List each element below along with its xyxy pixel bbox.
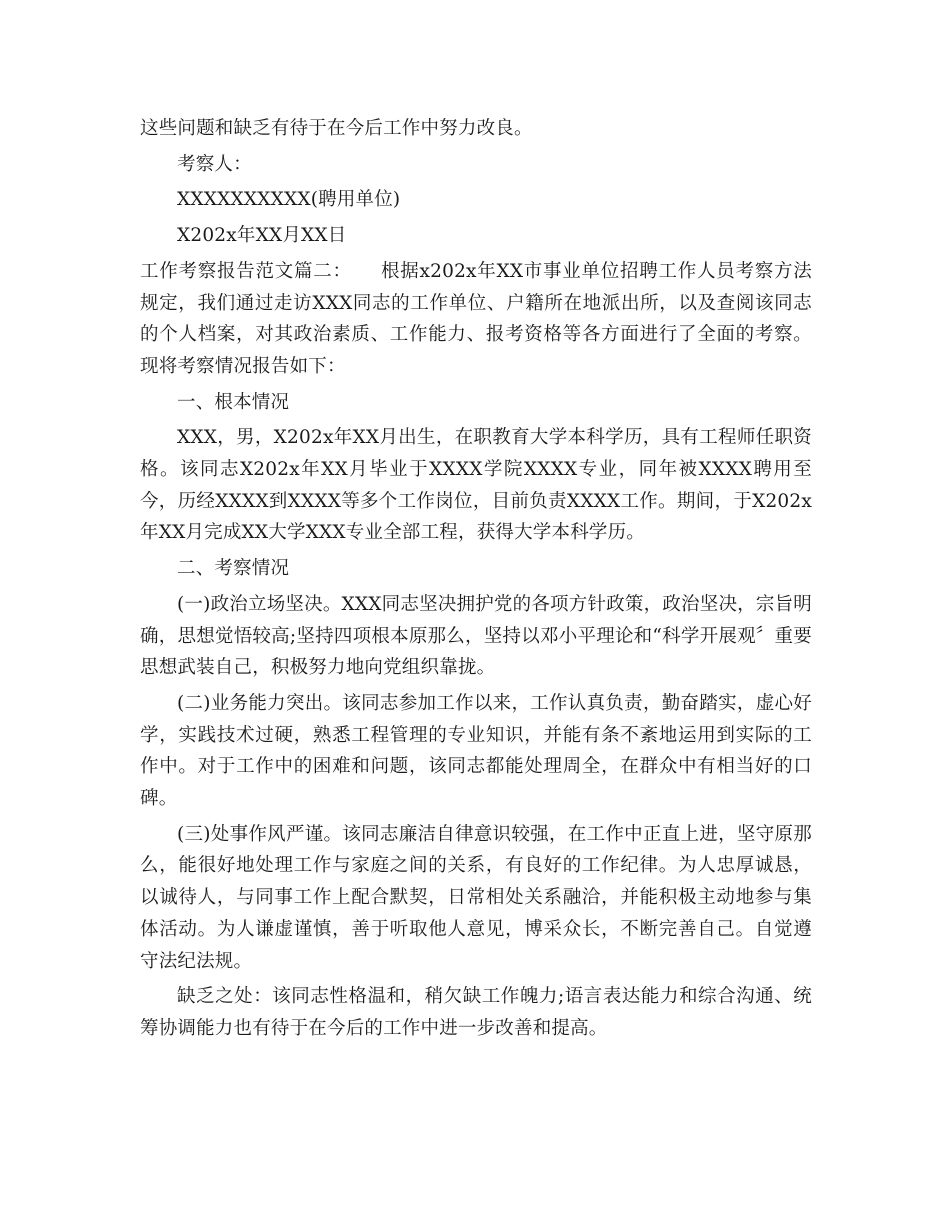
paragraph-work-style: (三)处事作风严谨。该同志廉洁自律意识较强，在工作中正直上进，坚守原那么，能很好地处理工作与家庭之间的关系，有良好的工作纪律。为人忠厚诚恳，以诚待人，与同事工作上配合默契，日常相处关系融洽，并能积极主动地参与集体活动。为人谦虚谨慎，善于听取他人意见，博采众长，不断完善自己。自觉遵守法纪法规。 bbox=[140, 823, 812, 972]
paragraph-employer: XXXXXXXXXX(聘用单位) bbox=[177, 189, 401, 211]
paragraph-date: X202x年XX月XX日 bbox=[177, 225, 347, 247]
section-heading-basic: 一、根本情况 bbox=[177, 391, 290, 413]
paragraph-closing-remark: 这些问题和缺乏有待于在今后工作中努力改良。 bbox=[140, 118, 533, 139]
paragraph-business-ability: (二)业务能力突出。该同志参加工作以来，工作认真负责，勤奋踏实，虚心好学，实践技术过硬，熟悉工程管理的专业知识，并能有条不紊地运用到实际的工作中。对于工作中的困难和问题，该同志都能处理周全，在群众中有相当好的口碑。 bbox=[140, 692, 812, 810]
document-body bbox=[140, 113, 812, 1045]
paragraph-report-intro: 工作考察报告范文篇二： 根据x202x年XX市事业单位招聘工作人员考察方法规定，我们通过走访XXX同志的工作单位、户籍所在地派出所，以及查阅该同志的个人档案，对其政治素质、工作能力、报考资格等各方面进行了全面的考察。现将考察情况报告如下： bbox=[140, 260, 812, 377]
paragraph-shortcomings: 缺乏之处：该同志性格温和，稍欠缺工作魄力;语言表达能力和综合沟通、统筹协调能力也有待于在今后的工作中进一步改善和提高。 bbox=[140, 986, 812, 1039]
paragraph-inspector-label: 考察人： bbox=[177, 153, 252, 175]
section-heading-inspection: 二、考察情况 bbox=[177, 558, 290, 580]
paragraph-basic-info: XXX，男，X202x年XX月出生，在职教育大学本科学历，具有工程师任职资格。该同志X202x年XX月毕业于XXXX学院XXXX专业，同年被XXXX聘用至今，历经XXXX到XXXX等多个工作岗位，目前负责XXXX工作。期间，于X202x年XX月完成XX大学XXX专业全部工程，获得大学本科学历。 bbox=[140, 427, 812, 544]
paragraph-political-stance: (一)政治立场坚决。XXX同志坚决拥护党的各项方针政策，政治坚决，宗旨明确，思想觉悟较高;坚持四项根本原那么，坚持以邓小平理论和“科学开展观〞重要思想武装自己，积极努力地向党组织靠拢。 bbox=[140, 593, 812, 679]
